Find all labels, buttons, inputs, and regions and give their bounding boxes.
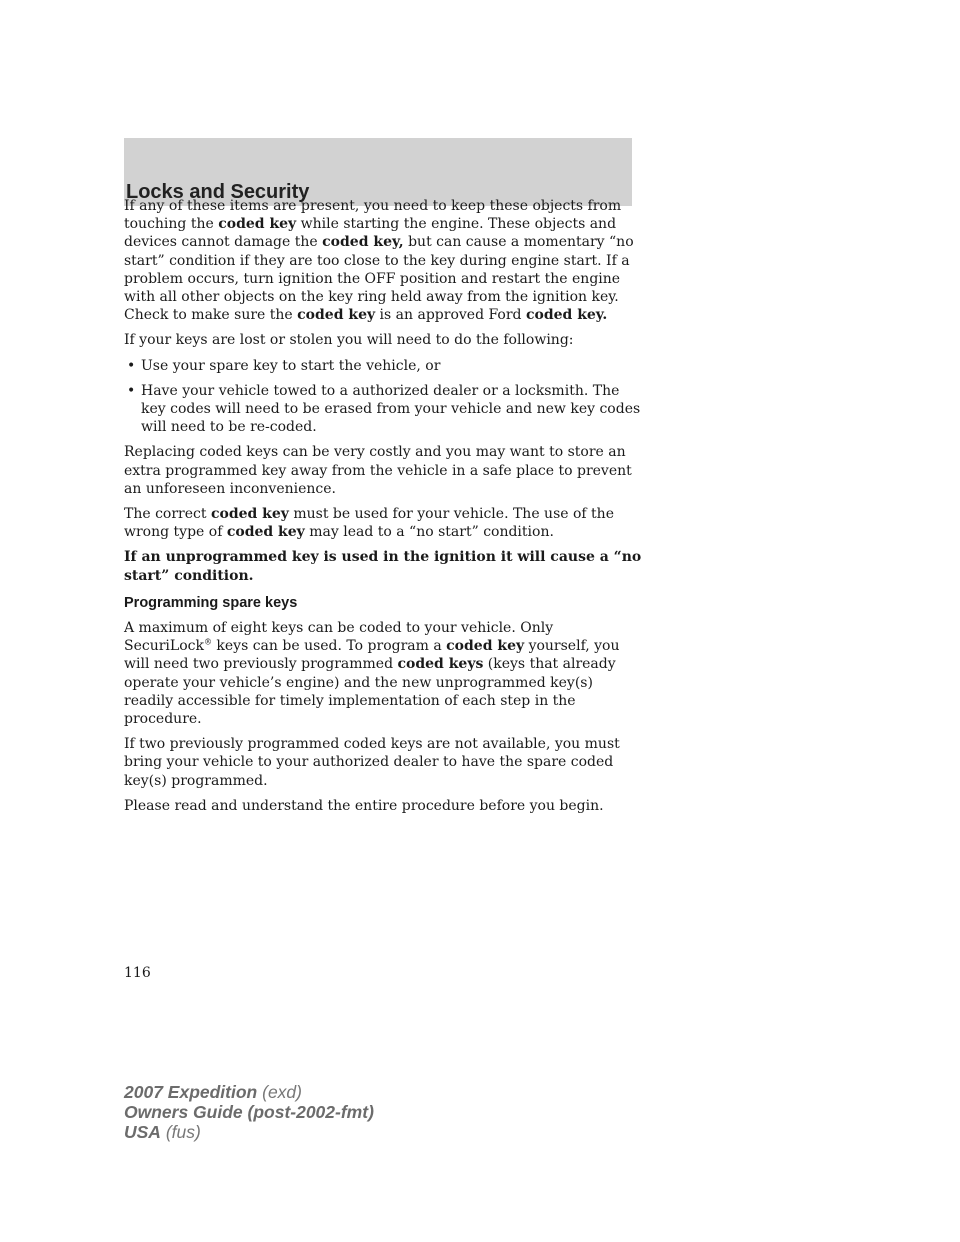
lost-keys-list (124, 357, 644, 437)
paragraph-read-procedure: Please read and understand the entire procedure before you begin. (124, 797, 604, 814)
registered-mark: ® (203, 637, 212, 647)
list-item: • Have your vehicle towed to a authorized dealer or a locksmith. The key codes will need to be erased from your vehicle and new key codes will need to be re-coded. (127, 382, 641, 436)
paragraph-lost-keys: If your keys are lost or stolen you will need to do the following: (124, 332, 574, 349)
footer-line-model: 2007 Expedition (exd) (124, 1082, 302, 1102)
section-title: Locks and Security (126, 181, 310, 203)
paragraph-dealer-programming: If two previously programmed coded keys are not available, you must bring your vehicle to your authorized dealer to have the spare coded key(s) programmed. (124, 736, 620, 789)
paragraph-replacing-keys: Replacing coded keys can be very costly and you may want to store an extra programmed key away from the vehicle in a safe place to prevent an unforeseen inconvenience. (124, 444, 632, 497)
paragraph-correct-key: The correct coded key must be used for your vehicle. The use of the wrong type of coded key may lead to a “no start” condition. (124, 506, 614, 541)
warning-unprogrammed-key: If an unprogrammed key is used in the ignition it will cause a “no start” condition. (124, 549, 642, 584)
page-content (124, 197, 644, 822)
footer-line-region: USA (fus) (124, 1122, 201, 1142)
paragraph-coded-key-interference: If any of these items are present, you need to keep these objects from touching the coded key while starting the engine. These objects and devices cannot damage the coded key, but can cause a momentary “no start” condition if they are too close to the key during engine start. If a problem occurs, turn ignition the OFF position and restart the engine with all other objects on the key ring held away from the ignition key. Check to make sure the coded key is an approved Ford coded key. (124, 198, 634, 324)
paragraph-maximum-keys: A maximum of eight keys can be coded to your vehicle. Only SecuriLock® keys can be used. To program a coded key yourself, you will need two previously programmed coded keys (keys that already operate your vehicle’s engine) and the new unprogrammed key(s) readily accessible for timely implementation of each step in the procedure. (124, 620, 620, 728)
list-item: • Use your spare key to start the vehicle, or (127, 357, 441, 374)
subheading-programming-spare-keys: Programming spare keys (124, 594, 298, 611)
footer-line-guide: Owners Guide (post-2002-fmt) (124, 1102, 374, 1122)
page-number: 116 (124, 965, 151, 981)
bullet-icon: • (127, 357, 136, 374)
bullet-icon: • (127, 382, 136, 399)
document-footer (124, 1082, 374, 1142)
